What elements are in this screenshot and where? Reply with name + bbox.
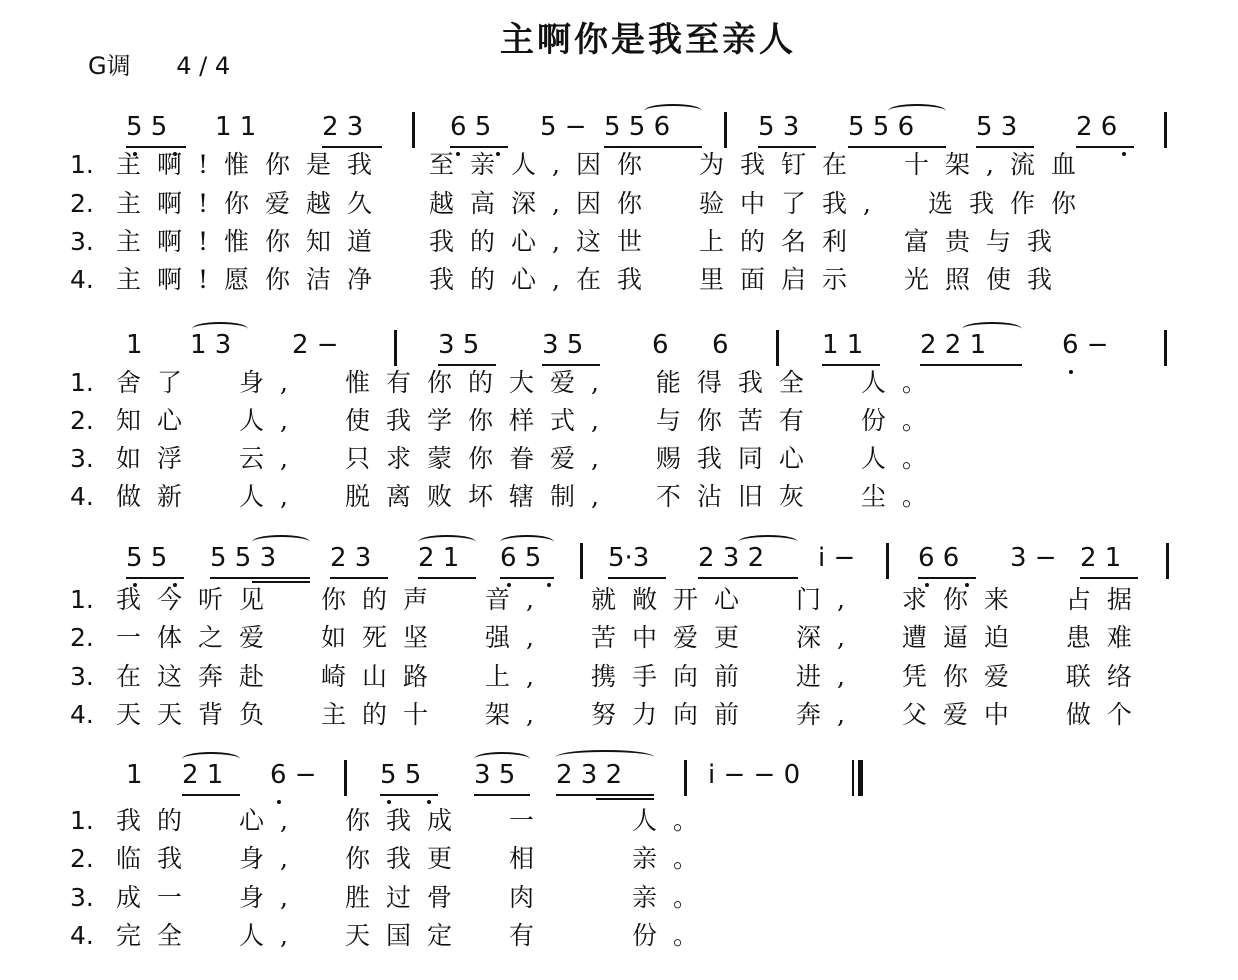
bar-line [886,543,889,579]
beam [822,364,880,366]
beam [596,798,654,800]
slur [418,535,476,549]
beam [698,577,798,579]
slur [962,322,1022,336]
note-group: 5 5 6 [604,112,671,142]
note-group: 1 [126,760,143,790]
notation-row [0,112,1238,152]
lyric-line [70,844,714,874]
note-group: 5 5 6 [848,112,915,142]
lyric-text: 完全 人, 天国定 有 份。 [116,921,714,950]
note-group: 5 3 [758,112,800,142]
note-group: 2 3 2 [698,543,765,573]
lyric-text: 一体之爱 如死坚 强, 苦中爱更 深, 遭逼迫 患难 [116,623,1148,652]
beam [126,577,184,579]
lyric-line [70,444,943,474]
lyric-line [70,150,1092,180]
note-group: i − [818,543,856,573]
beam [758,146,816,148]
beam [438,364,496,366]
verse-number: 4. [70,921,94,950]
slur [556,750,654,764]
key-label: G调 [88,52,131,80]
beam [418,577,476,579]
lyric-text: 我今听见 你的声 音, 就敞开心 门, 求你来 占据 [116,585,1148,614]
beam [474,794,530,796]
note-group: 5·3 [608,543,650,573]
verse-number: 1. [70,585,94,614]
note-group: 6 [652,330,669,360]
note-group: 2 3 [330,543,372,573]
lyric-text: 成一 身, 胜过骨 肉 亲。 [116,883,714,912]
lyric-line [70,883,714,913]
verse-number: 3. [70,444,94,473]
note-group: 1 1 [215,112,257,142]
note-group: 2 − [292,330,339,360]
lyric-text: 做新 人, 脱离败坏辖制, 不沾旧灰 尘。 [116,482,943,511]
lyric-line [70,406,943,436]
verse-number: 4. [70,700,94,729]
note-group: 5 3 [976,112,1018,142]
beam [330,577,388,579]
lyric-text: 主啊!你爱越久 越高深,因你 验中了我, 选我作你 [116,189,1092,218]
note-group: 2 3 [322,112,364,142]
beam [918,577,976,579]
verse-number: 1. [70,368,94,397]
beam [322,146,382,148]
lyric-text: 如浮 云, 只求蒙你眷爱, 赐我同心 人。 [116,444,943,473]
bar-line [1166,543,1169,579]
beam [450,146,508,148]
beam [1080,577,1138,579]
beam [608,577,666,579]
note-group: 5 5 3 [210,543,277,573]
verse-number: 2. [70,189,94,218]
note-group: 3 − [1010,543,1057,573]
lyric-line [70,700,1148,730]
note-group: 5 5 [126,543,168,573]
lyric-line [70,227,1068,257]
verse-number: 2. [70,623,94,652]
beam [556,794,654,796]
note-group: 2 1 [418,543,460,573]
beam [210,577,310,579]
low-octave-dot [387,800,391,804]
bar-line [344,760,347,796]
bar-line [580,543,583,579]
slur [182,752,240,766]
verse-number: 1. [70,150,94,179]
beam [604,146,702,148]
lyric-text: 知心 人, 使我学你样式, 与你苦有 份。 [116,406,943,435]
note-group: 6 − [270,760,317,790]
beam [542,364,600,366]
low-octave-dot [1069,370,1073,374]
note-group: 1 1 [822,330,864,360]
lyric-text: 临我 身, 你我更 相 亲。 [116,844,714,873]
note-group: 1 [126,330,143,360]
beam [1076,146,1134,148]
verse-number: 4. [70,482,94,511]
slur [252,535,310,549]
time-signature: 4 / 4 [176,52,231,80]
notation-row [0,330,1238,370]
note-group: 5 5 [126,112,168,142]
lyric-line [70,921,714,951]
bar-line [776,330,779,366]
lyric-line [70,662,1148,692]
note-group: 2 2 1 [920,330,987,360]
slur [192,322,248,336]
lyric-text: 主啊!惟你是我 至亲人,因你 为我钉在 十架,流血 [116,150,1092,179]
beam [252,581,310,583]
lyric-line [70,482,943,512]
lyric-text: 舍了 身, 惟有你的大爱, 能得我全 人。 [116,368,943,397]
lyric-text: 主啊!惟你知道 我的心,这世 上的名利 富贵与我 [116,227,1068,256]
slur [888,104,946,118]
note-group: 3 5 [542,330,584,360]
bar-line [724,112,727,148]
note-group: 6 [712,330,729,360]
low-octave-dot [1122,152,1126,156]
slur [738,535,798,549]
lyric-line [70,623,1148,653]
slur [474,752,530,766]
beam [126,146,186,148]
bar-line [394,330,397,366]
note-group: 3 5 [474,760,516,790]
lyric-text: 在这奔赴 崎山路 上, 携手向前 进, 凭你爱 联络 [116,662,1148,691]
bar-line [1164,330,1167,366]
verse-number: 3. [70,227,94,256]
note-group: 1 3 [190,330,232,360]
slur [644,104,702,118]
notation-row [0,760,1238,800]
note-group: 6 5 [450,112,492,142]
lyric-line [70,806,714,836]
verse-number: 2. [70,844,94,873]
lyric-line [70,585,1148,615]
verse-number: 3. [70,883,94,912]
bar-line [412,112,415,148]
note-group: 3 5 [438,330,480,360]
lyric-text: 天天背负 主的十 架, 努力向前 奔, 父爱中 做个 [116,700,1148,729]
note-group: 5 5 [380,760,422,790]
slur [500,535,554,549]
verse-number: 4. [70,265,94,294]
beam [848,146,946,148]
note-group: 6 5 [500,543,542,573]
lyric-line [70,189,1092,219]
verse-number: 1. [70,806,94,835]
lyric-line [70,368,943,398]
note-group: 6 6 [918,543,960,573]
song-title: 主啊你是我至亲人 [500,20,796,60]
notation-row [0,543,1238,583]
note-group: 2 3 2 [556,760,623,790]
note-group: 5 − [540,112,587,142]
bar-line [1164,112,1167,148]
beam [182,794,240,796]
low-octave-dot [427,800,431,804]
low-octave-dot [277,800,281,804]
beam [976,146,1034,148]
note-group: 2 1 [182,760,224,790]
verse-number: 3. [70,662,94,691]
key-signature [88,46,230,81]
lyric-line [70,265,1068,295]
beam [920,364,1022,366]
beam [380,794,438,796]
verse-number: 2. [70,406,94,435]
lyric-text: 主啊!愿你洁净 我的心,在我 里面启示 光照使我 [116,265,1068,294]
note-group: 2 1 [1080,543,1122,573]
beam [500,577,554,579]
lyric-text: 我的 心, 你我成 一 人。 [116,806,714,835]
note-group: 6 − [1062,330,1109,360]
note-group: 2 6 [1076,112,1118,142]
bar-line [684,760,687,796]
note-group: i − − 0 [708,760,801,790]
